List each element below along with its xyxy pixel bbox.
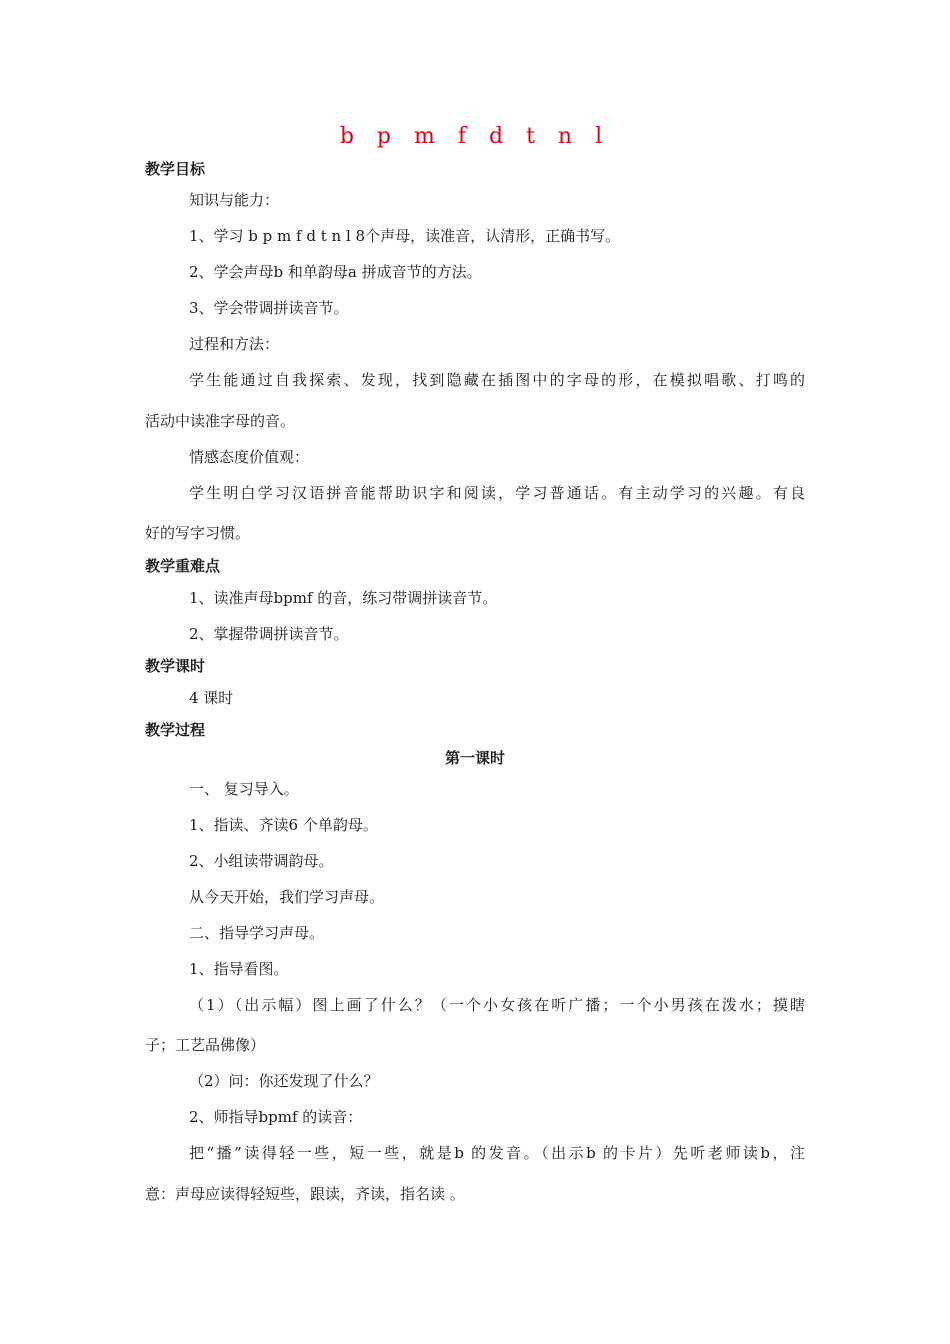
step-1-3: 从今天开始，我们学习声母。 bbox=[189, 888, 385, 906]
step-2: 二、指导学习声母。 bbox=[189, 924, 325, 942]
emotion-label: 情感态度价值观： bbox=[189, 448, 310, 466]
step-2-2: 2、师指导bpmf 的读音： bbox=[189, 1108, 363, 1126]
heading-key-points: 教学重难点 bbox=[145, 557, 221, 575]
document-title: b p m f d t n l bbox=[339, 124, 611, 149]
key-point-2: 2、掌握带调拼读音节。 bbox=[189, 625, 349, 643]
knowledge-label: 知识与能力： bbox=[189, 191, 280, 209]
heading-hours: 教学课时 bbox=[145, 657, 206, 675]
process-method-text-line2: 活动中读准字母的音。 bbox=[145, 412, 296, 430]
lesson-title: 第一课时 bbox=[444, 749, 505, 767]
hours-value: 4 课时 bbox=[189, 689, 234, 707]
objective-item-3: 3、学会带调拼读音节。 bbox=[189, 299, 349, 317]
process-method-label: 过程和方法： bbox=[189, 335, 280, 353]
objective-item-2: 2、学会声母b 和单韵母a 拼成音节的方法。 bbox=[189, 263, 482, 281]
step-2-1: 1、指导看图。 bbox=[189, 960, 289, 978]
step-2-1a-line2: 子；工艺品佛像） bbox=[145, 1036, 266, 1054]
step-2-2-line2: 意：声母应读得轻短些，跟读，齐读，指名读 。 bbox=[145, 1185, 465, 1203]
heading-objectives: 教学目标 bbox=[145, 160, 206, 178]
step-2-1a-line1: （1）（出示幅）图上画了什么？（一个小女孩在听广播；一个小男孩在泼水；摸瞎 bbox=[189, 996, 805, 1014]
step-2-2-line1: 把“播”读得轻一些，短一些，就是b 的发音。（出示b 的卡片）先听老师读b，注 bbox=[189, 1144, 805, 1162]
step-1-2: 2、小组读带调韵母。 bbox=[189, 852, 334, 870]
heading-process: 教学过程 bbox=[145, 721, 206, 739]
key-point-1: 1、读准声母bpmf 的音，练习带调拼读音节。 bbox=[189, 589, 498, 607]
objective-item-1: 1、学习 b p m f d t n l 8个声母，读准音，认清形，正确书写。 bbox=[189, 227, 621, 245]
step-1: 一、 复习导入。 bbox=[189, 780, 299, 798]
step-2-1b: （2）问：你还发现了什么？ bbox=[189, 1072, 379, 1090]
emotion-text-line2: 好的写字习惯。 bbox=[145, 524, 251, 542]
process-method-text-line1: 学生能通过自我探索、发现，找到隐藏在插图中的字母的形，在模拟唱歌、打鸣的 bbox=[189, 371, 805, 389]
emotion-text-line1: 学生明白学习汉语拼音能帮助识字和阅读，学习普通话。有主动学习的兴趣。有良 bbox=[189, 484, 805, 502]
step-1-1: 1、指读、齐读6 个单韵母。 bbox=[189, 816, 378, 834]
